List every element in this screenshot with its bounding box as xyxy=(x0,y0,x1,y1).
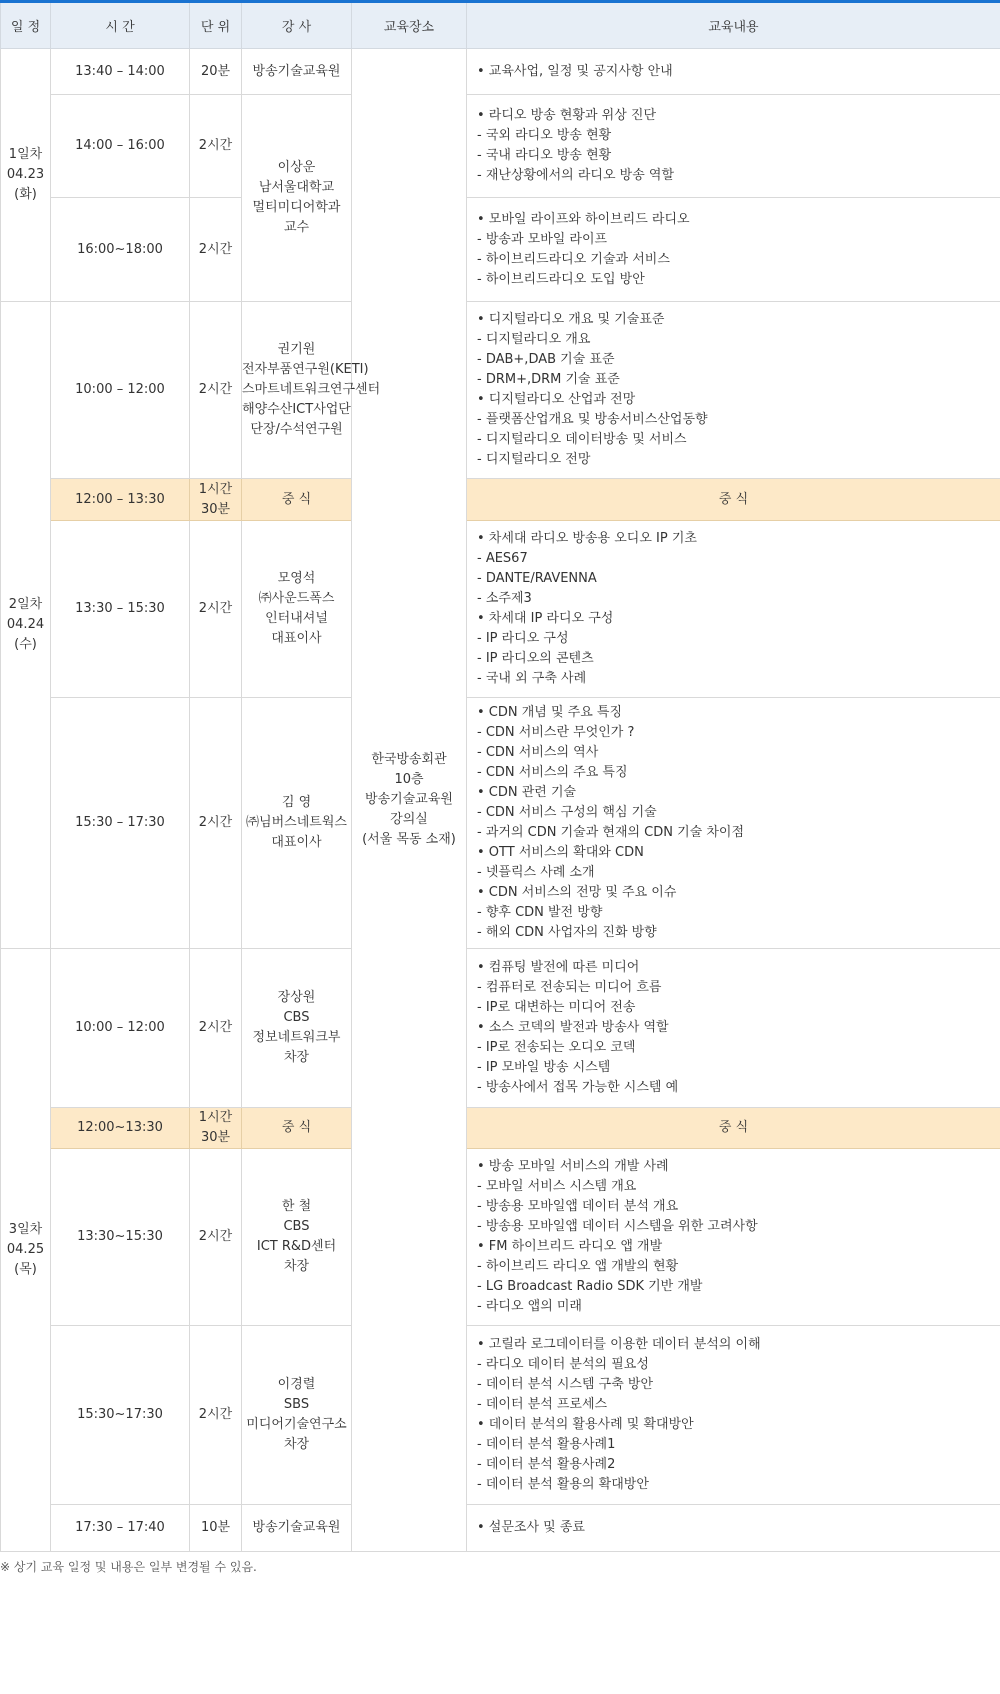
text-line: 이경렬 xyxy=(277,1377,316,1392)
content-cell xyxy=(467,302,1000,479)
time-text: 14:00 – 16:00 xyxy=(75,138,165,153)
text-line: - DANTE/RAVENNA xyxy=(477,571,597,586)
instructor-cell xyxy=(242,1149,352,1326)
text-line: 2시간 xyxy=(198,601,233,616)
text-line: 중 식 xyxy=(281,491,312,507)
text-line: - 데이터 분석 활용의 확대방안 xyxy=(477,1477,649,1492)
time-text: 13:40 – 14:00 xyxy=(75,63,165,79)
text-line: 김 영 xyxy=(281,795,312,810)
text-line: 한 철 xyxy=(281,1199,312,1214)
text-line: 10층 xyxy=(394,772,424,787)
text-line: • 디지털라디오 개요 및 기술표준 xyxy=(477,312,665,327)
session-row xyxy=(1,95,1000,198)
unit-cell xyxy=(190,95,242,198)
text-line: 10분 xyxy=(200,1520,231,1535)
text-line: • 차세대 라디오 방송용 오디오 IP 기초 xyxy=(477,531,697,546)
unit-cell xyxy=(190,1326,242,1505)
unit-cell xyxy=(190,49,242,95)
text-line: - 국외 라디오 방송 현황 xyxy=(477,128,612,143)
text-line: - CDN 서비스란 무엇인가 ? xyxy=(477,725,635,740)
text-line: 04.23 xyxy=(6,167,45,182)
text-line: 2시간 xyxy=(198,138,233,153)
day-cell xyxy=(1,49,51,302)
text-line: 모영석 xyxy=(277,571,316,586)
text-line: 방송기술교육원 xyxy=(252,1520,341,1535)
text-line: - 소주제3 xyxy=(477,591,532,606)
instructor-cell xyxy=(242,49,352,95)
session-row xyxy=(1,1326,1000,1505)
session-row xyxy=(1,949,1000,1108)
text-line: 30분 xyxy=(200,501,231,517)
text-line: - 방송과 모바일 라이프 xyxy=(477,231,608,247)
text-line: - 과거의 CDN 기술과 현재의 CDN 기술 차이점 xyxy=(477,825,745,840)
content-cell xyxy=(467,1326,1000,1505)
text-line: • 모바일 라이프와 하이브리드 라디오 xyxy=(477,211,690,227)
content-cell xyxy=(467,95,1000,198)
text-line: SBS xyxy=(283,1397,310,1412)
text-line: 중 식 xyxy=(281,1120,312,1135)
instructor-cell xyxy=(242,479,352,521)
text-line: • 방송 모바일 서비스의 개발 사례 xyxy=(477,1159,669,1174)
text-line: 인터내셔널 xyxy=(265,611,328,626)
time-text: 12:00~13:30 xyxy=(77,1120,163,1135)
text-line: - DAB+,DAB 기술 표준 xyxy=(477,352,615,367)
text-line: • 차세대 IP 라디오 구성 xyxy=(477,611,614,626)
text-line: 대표이사 xyxy=(271,631,322,646)
text-line: • CDN 관련 기술 xyxy=(477,785,577,800)
text-line: 중 식 xyxy=(718,491,749,507)
header-row xyxy=(1,3,1000,49)
text-line: 2시간 xyxy=(198,241,233,257)
text-line: • 고릴라 로그데이터를 이용한 데이터 분석의 이해 xyxy=(477,1337,761,1352)
header-content: 교육내용 xyxy=(467,3,1000,49)
text-line: - IP 라디오의 콘텐츠 xyxy=(477,651,594,666)
session-row xyxy=(1,698,1000,949)
text-line: 2시간 xyxy=(198,1407,233,1422)
text-line: - CDN 서비스의 주요 특징 xyxy=(477,765,628,780)
session-row xyxy=(1,198,1000,302)
text-line: 20분 xyxy=(200,63,231,79)
time-cell xyxy=(51,1149,190,1326)
text-line: 1시간 xyxy=(198,1110,233,1125)
text-line: 한국방송회관 xyxy=(371,752,447,767)
text-line: 2시간 xyxy=(198,382,233,397)
text-line: - 하이브리드라디오 도입 방안 xyxy=(477,271,645,287)
text-line: - 하이브리드 라디오 앱 개발의 현황 xyxy=(477,1259,679,1274)
lunch-row xyxy=(1,479,1000,521)
text-line: CBS xyxy=(283,1219,310,1234)
session-row xyxy=(1,302,1000,479)
time-cell xyxy=(51,95,190,198)
text-line: 권기원 xyxy=(277,342,316,357)
instructor-cell xyxy=(242,949,352,1108)
text-line: 방송기술교육원 xyxy=(252,63,341,79)
text-line: 스마트네트워크연구센터 xyxy=(242,382,381,397)
schedule-table xyxy=(0,3,1000,1552)
content-cell xyxy=(467,698,1000,949)
text-line: - 데이터 분석 시스템 구축 방안 xyxy=(477,1377,654,1392)
unit-cell xyxy=(190,479,242,521)
session-row xyxy=(1,1149,1000,1326)
text-line: 2시간 xyxy=(198,1229,233,1244)
time-cell xyxy=(51,49,190,95)
text-line: - 디지털라디오 데이터방송 및 서비스 xyxy=(477,432,687,447)
instructor-cell xyxy=(242,95,352,302)
time-text: 10:00 – 12:00 xyxy=(75,382,165,397)
text-line: 차장 xyxy=(283,1437,310,1452)
header-unit: 단 위 xyxy=(190,3,242,49)
text-line: - CDN 서비스 구성의 핵심 기술 xyxy=(477,805,657,820)
text-line: - CDN 서비스의 역사 xyxy=(477,745,599,760)
content-cell xyxy=(467,521,1000,698)
text-line: 방송기술교육원 xyxy=(365,792,453,807)
text-line: (화) xyxy=(14,187,37,202)
text-line: - 넷플릭스 사례 소개 xyxy=(477,865,595,880)
text-line: 1일차 xyxy=(8,147,43,162)
content-cell xyxy=(467,949,1000,1108)
unit-cell xyxy=(190,949,242,1108)
time-cell xyxy=(51,1505,190,1552)
text-line: 해양수산ICT사업단 xyxy=(242,402,351,417)
text-line: - 데이터 분석 활용사례2 xyxy=(477,1457,616,1472)
day-cell xyxy=(1,949,51,1552)
text-line: - 하이브리드라디오 기술과 서비스 xyxy=(477,251,670,267)
text-line: - IP로 전송되는 오디오 코덱 xyxy=(477,1040,636,1055)
day-cell xyxy=(1,302,51,949)
instructor-cell xyxy=(242,1505,352,1552)
content-cell xyxy=(467,479,1000,521)
text-line: - 플랫폼산업개요 및 방송서비스산업동향 xyxy=(477,412,708,427)
content-cell xyxy=(467,198,1000,302)
session-row xyxy=(1,521,1000,698)
text-line: - 디지털라디오 전망 xyxy=(477,452,591,467)
header-schedule: 일 정 xyxy=(1,3,51,49)
text-line: 04.25 xyxy=(6,1242,45,1257)
text-line: - 국내 라디오 방송 현황 xyxy=(477,148,612,163)
time-text: 12:00 – 13:30 xyxy=(75,491,165,507)
text-line: - 방송용 모바일앱 데이터 분석 개요 xyxy=(477,1199,679,1214)
time-cell xyxy=(51,198,190,302)
unit-cell xyxy=(190,521,242,698)
text-line: 이상운 xyxy=(277,160,316,175)
time-cell xyxy=(51,1326,190,1505)
footnote: ※ 상기 교육 일정 및 내용은 일부 변경될 수 있음. xyxy=(0,1560,257,1574)
text-line: • 컴퓨팅 발전에 따른 미디어 xyxy=(477,960,640,975)
text-line: 대표이사 xyxy=(271,835,322,850)
unit-cell xyxy=(190,1149,242,1326)
text-line: (수) xyxy=(14,637,37,652)
time-text: 13:30 – 15:30 xyxy=(75,601,165,616)
text-line: 중 식 xyxy=(718,1120,749,1135)
text-line: 남서울대학교 xyxy=(258,180,335,195)
text-line: - 재난상황에서의 라디오 방송 역할 xyxy=(477,168,675,183)
time-cell xyxy=(51,302,190,479)
instructor-cell xyxy=(242,1108,352,1149)
text-line: - 방송사에서 접목 가능한 시스템 예 xyxy=(477,1080,679,1095)
text-line: 2시간 xyxy=(198,815,233,830)
header-venue: 교육장소 xyxy=(352,3,467,49)
instructor-cell xyxy=(242,1326,352,1505)
text-line: - LG Broadcast Radio SDK 기반 개발 xyxy=(477,1279,703,1294)
text-line: 전자부품연구원(KETI) xyxy=(242,362,369,377)
text-line: - 모바일 서비스 시스템 개요 xyxy=(477,1179,637,1194)
text-line: ㈜님버스네트웍스 xyxy=(246,815,347,830)
instructor-cell xyxy=(242,698,352,949)
time-cell xyxy=(51,949,190,1108)
text-line: 멀티미디어학과 xyxy=(252,200,341,215)
text-line: • 데이터 분석의 활용사례 및 확대방안 xyxy=(477,1417,694,1432)
time-text: 15:30~17:30 xyxy=(77,1407,163,1422)
text-line: • 디지털라디오 산업과 전망 xyxy=(477,392,636,407)
text-line: (목) xyxy=(14,1262,37,1277)
text-line: (서울 목동 소재) xyxy=(362,832,456,847)
text-line: 교수 xyxy=(283,220,310,235)
header-time: 시 간 xyxy=(51,3,190,49)
text-line: 3일차 xyxy=(8,1222,43,1237)
time-text: 10:00 – 12:00 xyxy=(75,1020,165,1035)
text-line: 장상원 xyxy=(277,990,316,1005)
text-line: • OTT 서비스의 확대와 CDN xyxy=(477,845,644,860)
text-line: • 소스 코덱의 발전과 방송사 역할 xyxy=(477,1020,669,1035)
time-cell xyxy=(51,698,190,949)
text-line: 2시간 xyxy=(198,1020,233,1035)
text-line: 정보네트워크부 xyxy=(252,1030,341,1045)
session-row xyxy=(1,1505,1000,1552)
text-line: • CDN 서비스의 전망 및 주요 이슈 xyxy=(477,885,677,900)
lunch-row xyxy=(1,1108,1000,1149)
unit-cell xyxy=(190,698,242,949)
content-cell xyxy=(467,1505,1000,1552)
text-line: - 해외 CDN 사업자의 진화 방향 xyxy=(477,925,657,940)
text-line: • 교육사업, 일정 및 공지사항 안내 xyxy=(477,63,673,79)
text-line: - 데이터 분석 프로세스 xyxy=(477,1397,608,1412)
text-line: - IP 라디오 구성 xyxy=(477,631,569,646)
text-line: - 국내 외 구축 사례 xyxy=(477,671,587,686)
text-line: 04.24 xyxy=(6,617,45,632)
unit-cell xyxy=(190,302,242,479)
schedule-body xyxy=(1,49,1000,1552)
unit-cell xyxy=(190,198,242,302)
text-line: - 라디오 데이터 분석의 필요성 xyxy=(477,1357,649,1372)
text-line: 1시간 xyxy=(198,481,233,497)
text-line: • FM 하이브리드 라디오 앱 개발 xyxy=(477,1239,663,1254)
time-text: 16:00~18:00 xyxy=(77,241,163,257)
text-line: - DRM+,DRM 기술 표준 xyxy=(477,372,620,387)
content-cell xyxy=(467,1108,1000,1149)
session-row xyxy=(1,49,1000,95)
text-line: • CDN 개념 및 주요 특징 xyxy=(477,705,623,720)
time-cell xyxy=(51,521,190,698)
text-line: ICT R&D센터 xyxy=(256,1239,337,1254)
text-line: - 라디오 앱의 미래 xyxy=(477,1299,582,1314)
header-instructor: 강 사 xyxy=(242,3,352,49)
text-line: ㈜사운드폭스 xyxy=(258,591,335,606)
text-line: - 컴퓨터로 전송되는 미디어 흐름 xyxy=(477,980,662,995)
text-line: • 라디오 방송 현황과 위상 진단 xyxy=(477,108,657,123)
venue-cell xyxy=(352,49,467,1552)
text-line: 2일차 xyxy=(8,597,43,612)
unit-cell xyxy=(190,1108,242,1149)
text-line: 강의실 xyxy=(390,812,428,827)
text-line: - IP로 대변하는 미디어 전송 xyxy=(477,1000,636,1015)
text-line: 차장 xyxy=(283,1259,310,1274)
text-line: • 설문조사 및 종료 xyxy=(477,1520,585,1535)
time-text: 13:30~15:30 xyxy=(77,1229,163,1244)
time-cell xyxy=(51,1108,190,1149)
time-text: 15:30 – 17:30 xyxy=(75,815,165,830)
time-cell xyxy=(51,479,190,521)
text-line: - IP 모바일 방송 시스템 xyxy=(477,1060,611,1075)
content-cell xyxy=(467,49,1000,95)
time-text: 17:30 – 17:40 xyxy=(75,1520,165,1535)
text-line: - 향후 CDN 발전 방향 xyxy=(477,905,603,920)
text-line: 30분 xyxy=(200,1130,231,1145)
content-cell xyxy=(467,1149,1000,1326)
instructor-cell xyxy=(242,302,381,479)
text-line: 차장 xyxy=(283,1050,310,1065)
text-line: - 디지털라디오 개요 xyxy=(477,332,591,347)
text-line: - AES67 xyxy=(477,551,528,566)
text-line: - 방송용 모바일앱 데이터 시스템을 위한 고려사항 xyxy=(477,1219,758,1234)
text-line: - 데이터 분석 활용사례1 xyxy=(477,1437,616,1452)
text-line: CBS xyxy=(283,1010,310,1025)
text-line: 미디어기술연구소 xyxy=(246,1417,347,1432)
unit-cell xyxy=(190,1505,242,1552)
instructor-cell xyxy=(242,521,352,698)
text-line: 단장/수석연구원 xyxy=(250,422,343,437)
